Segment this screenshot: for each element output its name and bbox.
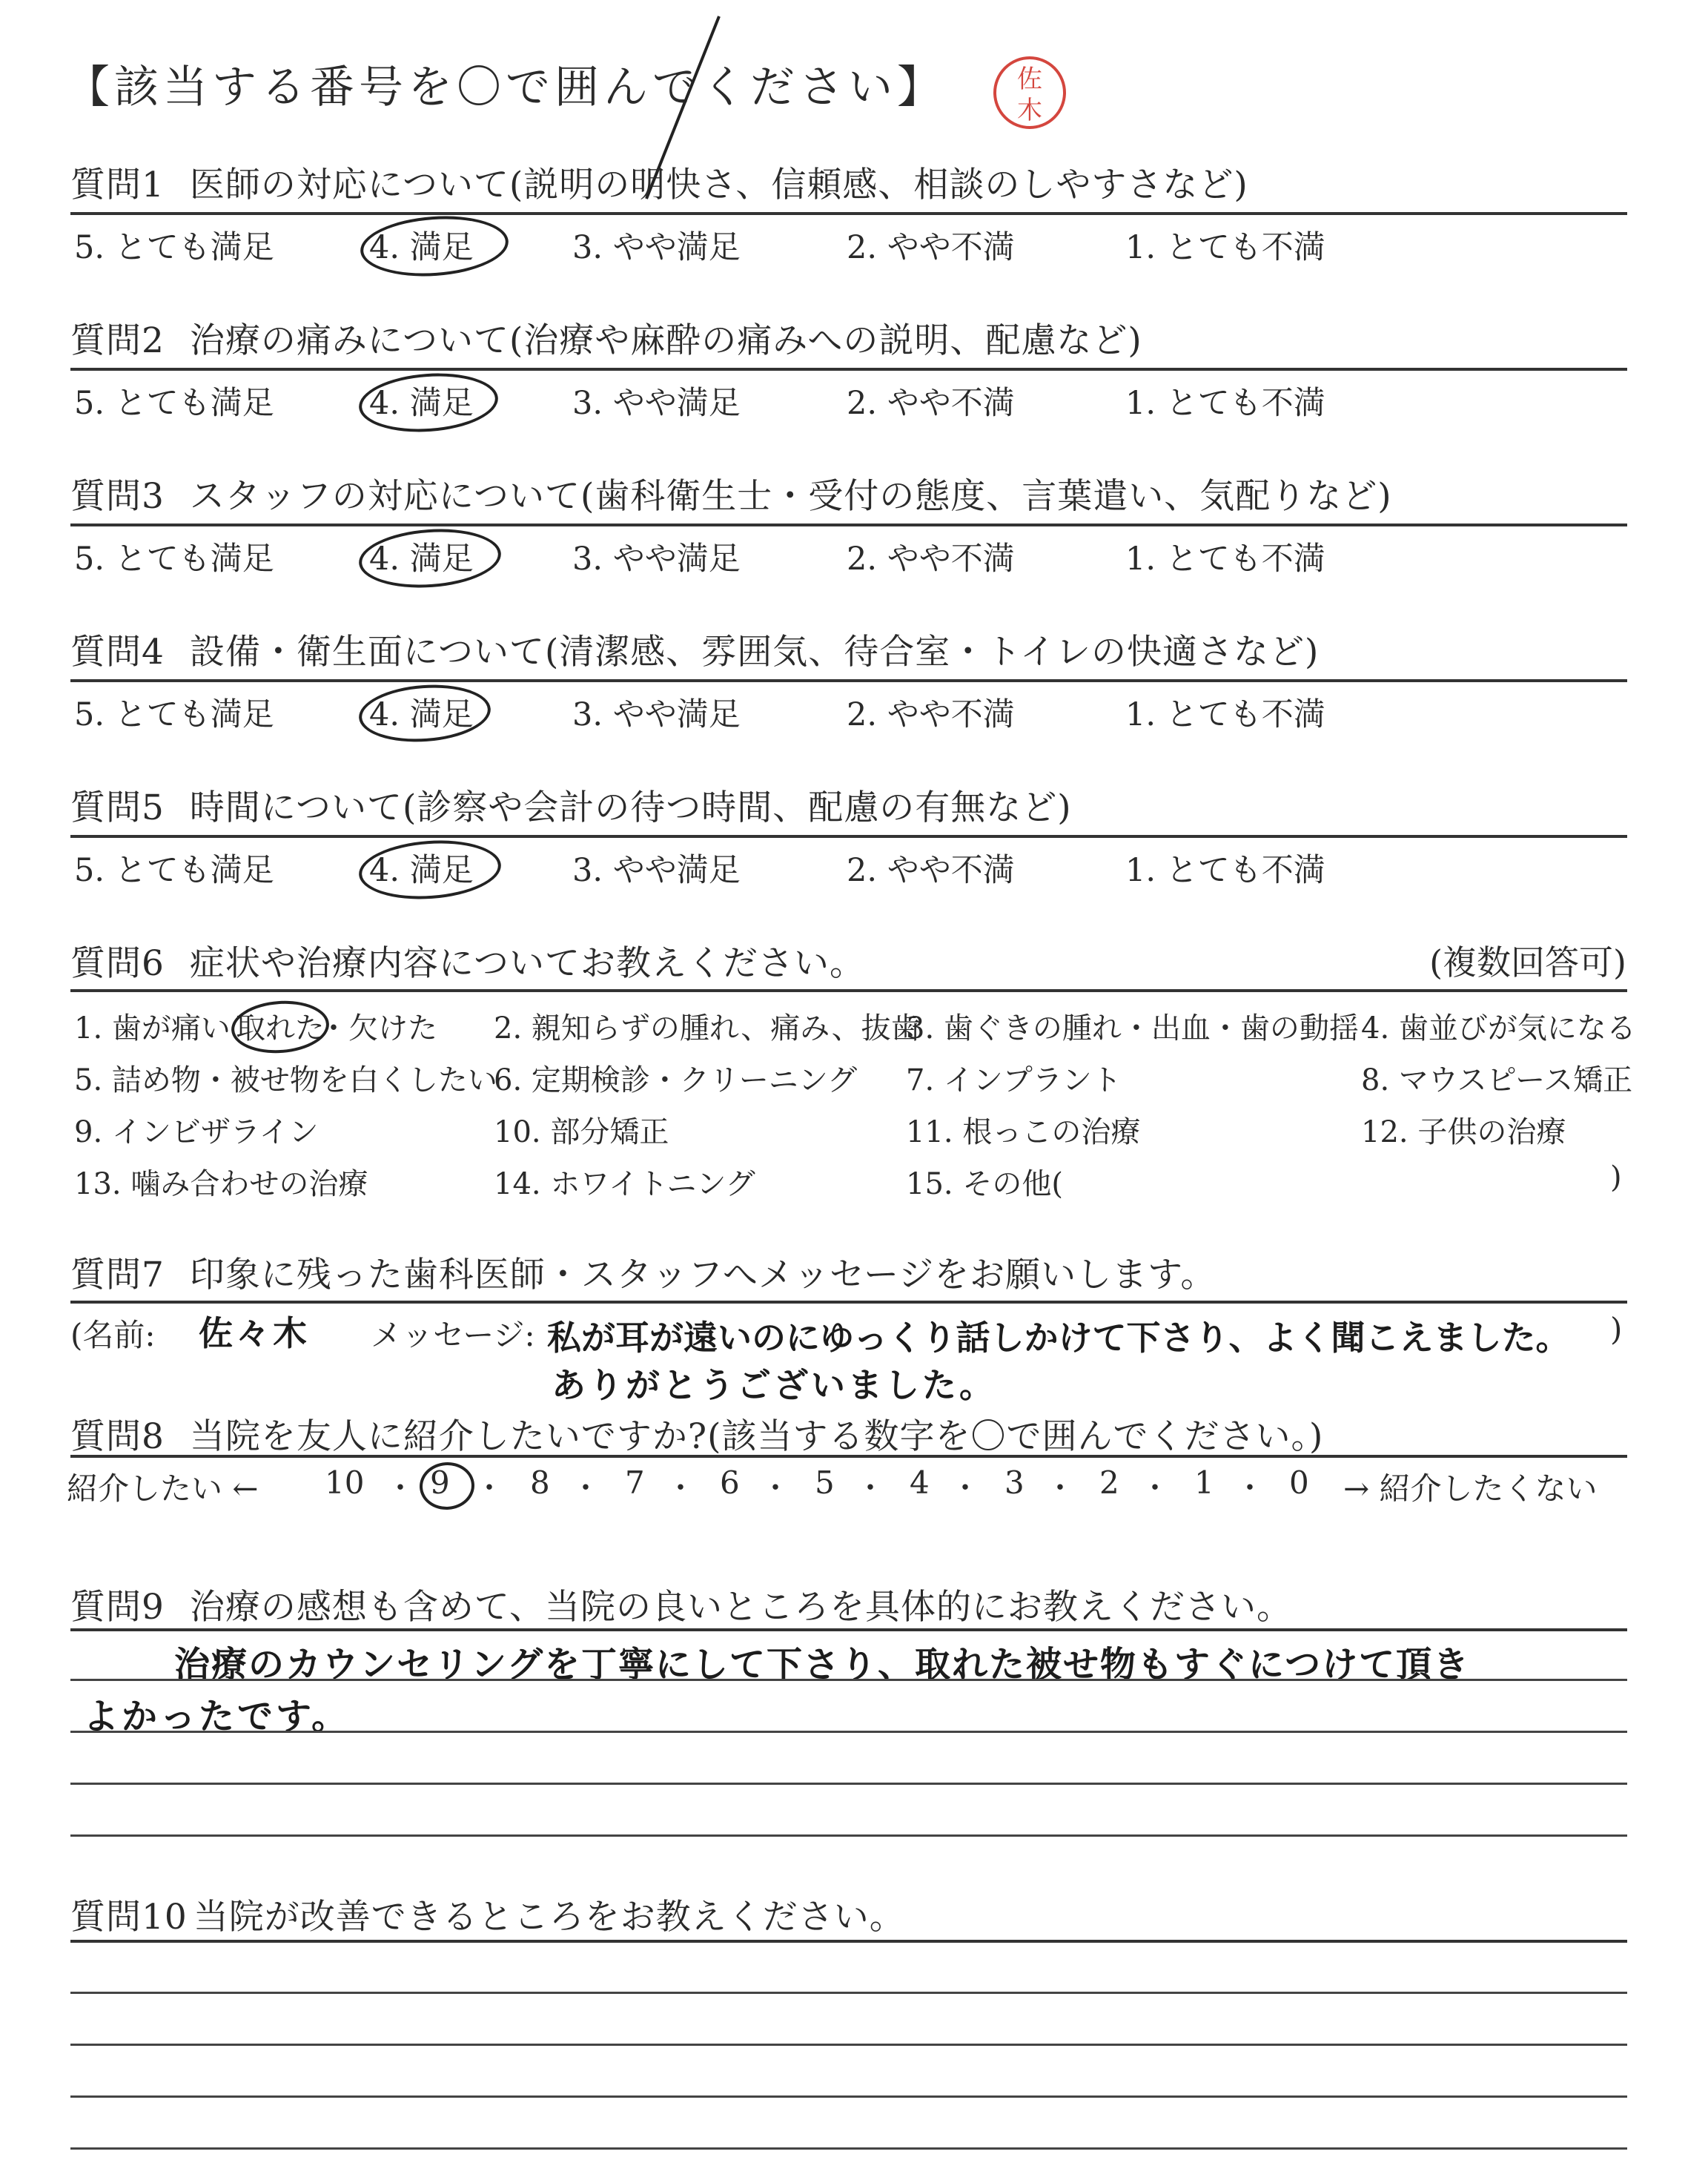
q3-option-5[interactable]: 5. とても満足	[74, 541, 274, 578]
q3-option-2[interactable]: 2. やや不満	[847, 541, 1015, 578]
q3-option-3[interactable]: 3. やや満足	[572, 541, 741, 578]
q6-option-2[interactable]: 2. 親知らずの腫れ、痛み、抜歯	[494, 1011, 921, 1046]
message-close-paren: )	[1610, 1311, 1623, 1347]
scale-dot: ・	[666, 1471, 695, 1505]
name-label: (名前:	[70, 1317, 156, 1353]
score-7[interactable]: 7	[625, 1464, 645, 1501]
question-4: 質問4 設備・衛生面について(清潔感、雰囲気、待合室・トイレの快適さなど)	[70, 632, 1320, 673]
q2-option-2[interactable]: 2. やや不満	[847, 385, 1015, 422]
score-6[interactable]: 6	[720, 1464, 740, 1501]
recommend-right-label: → 紹介したくない	[1343, 1470, 1598, 1507]
score-5[interactable]: 5	[815, 1464, 835, 1501]
answer-line	[70, 2044, 1627, 2046]
scale-dot: ・	[385, 1471, 415, 1505]
score-4[interactable]: 4	[910, 1464, 930, 1501]
question-1: 質問1 医師の対応について(説明の明快さ、信頼感、相談のしやすさなど)	[70, 165, 1248, 205]
scale-dot: ・	[855, 1471, 885, 1505]
question-6-rule	[70, 989, 1627, 992]
q6-option-7[interactable]: 7. インプラント	[906, 1063, 1122, 1097]
answer-line	[70, 1834, 1627, 1837]
q5-option-2[interactable]: 2. やや不満	[847, 852, 1015, 889]
scale-dot: ・	[1045, 1471, 1075, 1505]
question-3-rule	[70, 524, 1627, 526]
question-10: 質問10 当院が改善できるところをお教えください。	[70, 1897, 905, 1938]
score-8[interactable]: 8	[530, 1464, 550, 1501]
question-2: 質問2 治療の痛みについて(治療や麻酔の痛みへの説明、配慮など)	[70, 320, 1142, 361]
name-handwritten[interactable]: 佐々木	[199, 1313, 310, 1353]
q6-option-1[interactable]: 1. 歯が痛い	[74, 1011, 231, 1046]
question-4-rule	[70, 679, 1627, 682]
question-5: 質問5 時間について(診察や会計の待つ時間、配慮の有無など)	[70, 787, 1072, 828]
question-2-rule	[70, 368, 1627, 371]
recommend-left-label: 紹介したい ←	[67, 1470, 259, 1507]
form-header: 【該当する番号を〇で囲んでください】	[65, 62, 946, 113]
score-9[interactable]: 9	[430, 1464, 450, 1501]
scale-dot: ・	[1140, 1471, 1170, 1505]
q1-option-3[interactable]: 3. やや満足	[572, 229, 741, 266]
scale-dot: ・	[474, 1471, 504, 1505]
message-label: メッセージ:	[371, 1317, 535, 1353]
q6-option-4[interactable]: 4. 歯並びが気になる	[1361, 1011, 1636, 1046]
answer-line	[70, 1731, 1627, 1733]
q6-option-1-chipped[interactable]: ・欠けた	[319, 1011, 437, 1046]
q3-option-1[interactable]: 1. とても不満	[1125, 541, 1325, 578]
score-0[interactable]: 0	[1289, 1464, 1309, 1501]
q4-option-1[interactable]: 1. とても不満	[1125, 696, 1325, 733]
name-stamp-seal: 佐 木	[993, 56, 1066, 129]
q2-option-3[interactable]: 3. やや満足	[572, 385, 741, 422]
question-10-rule	[70, 1940, 1627, 1943]
q4-option-2[interactable]: 2. やや不満	[847, 696, 1015, 733]
answer-line	[70, 1992, 1627, 1994]
question-9: 質問9 治療の感想も含めて、当院の良いところを具体的にお教えください。	[70, 1587, 1292, 1628]
score-1[interactable]: 1	[1194, 1464, 1214, 1501]
q6-option-6[interactable]: 6. 定期検診・クリーニング	[494, 1063, 858, 1097]
question-1-rule	[70, 212, 1627, 215]
q4-option-3[interactable]: 3. やや満足	[572, 696, 741, 733]
q3-option-4[interactable]: 4. 満足	[369, 541, 474, 578]
question-7: 質問7 印象に残った歯科医師・スタッフへメッセージをお願いします。	[70, 1255, 1217, 1295]
q6-option-3[interactable]: 3. 歯ぐきの腫れ・出血・歯の動揺	[906, 1011, 1359, 1046]
question-8: 質問8 当院を友人に紹介したいですか?(該当する数字を〇で囲んでください。)	[70, 1416, 1324, 1457]
answer-handwritten-line-1[interactable]: 治療のカウンセリングを丁寧にして下さり、取れた被せ物もすぐにつけて頂き	[174, 1644, 1471, 1685]
question-5-rule	[70, 835, 1627, 838]
scale-dot: ・	[571, 1471, 600, 1505]
q1-option-1[interactable]: 1. とても不満	[1125, 229, 1325, 266]
answer-handwritten-line-2[interactable]: よかったです。	[83, 1696, 351, 1737]
score-2[interactable]: 2	[1099, 1464, 1119, 1501]
message-handwritten-line-1[interactable]: 私が耳が遠いのにゆっくり話しかけて下さり、よく聞こえました。	[547, 1318, 1570, 1358]
q5-option-3[interactable]: 3. やや満足	[572, 852, 741, 889]
q4-option-5[interactable]: 5. とても満足	[74, 696, 274, 733]
q6-option-15[interactable]: 15. その他(	[906, 1167, 1063, 1201]
answer-line	[70, 1783, 1627, 1785]
question-8-rule	[70, 1455, 1627, 1458]
q6-option-5[interactable]: 5. 詰め物・被せ物を白くしたい	[74, 1063, 497, 1097]
q1-option-4[interactable]: 4. 満足	[369, 229, 474, 266]
q1-option-2[interactable]: 2. やや不満	[847, 229, 1015, 266]
q1-option-5[interactable]: 5. とても満足	[74, 229, 274, 266]
q2-option-4[interactable]: 4. 満足	[369, 385, 474, 422]
q6-option-11[interactable]: 11. 根っこの治療	[906, 1115, 1141, 1149]
q2-option-1[interactable]: 1. とても不満	[1125, 385, 1325, 422]
q5-option-1[interactable]: 1. とても不満	[1125, 852, 1325, 889]
score-3[interactable]: 3	[1004, 1464, 1025, 1501]
q8-selection-circle	[418, 1460, 476, 1511]
q6-option-13[interactable]: 13. 噛み合わせの治療	[74, 1167, 368, 1201]
multiple-answers-note: (複数回答可)	[1429, 942, 1626, 982]
q6-option-9[interactable]: 9. インビザライン	[74, 1115, 319, 1149]
q5-option-4[interactable]: 4. 満足	[369, 852, 474, 889]
q6-option-12[interactable]: 12. 子供の治療	[1361, 1115, 1566, 1149]
q6-option-14[interactable]: 14. ホワイトニング	[494, 1167, 755, 1201]
q5-option-5[interactable]: 5. とても満足	[74, 852, 274, 889]
scale-dot: ・	[950, 1471, 980, 1505]
scale-dot: ・	[1235, 1471, 1265, 1505]
scale-dot: ・	[761, 1471, 790, 1505]
question-6: 質問6 症状や治療内容についてお教えください。	[70, 943, 865, 984]
q6-option-1-loose[interactable]: 取れた	[236, 1011, 325, 1046]
question-9-rule	[70, 1628, 1627, 1631]
q2-option-5[interactable]: 5. とても満足	[74, 385, 274, 422]
answer-line	[70, 2095, 1627, 2098]
question-3: 質問3 スタッフの対応について(歯科衛生士・受付の態度、言葉遣い、気配りなど)	[70, 476, 1392, 517]
q4-option-4[interactable]: 4. 満足	[369, 696, 474, 733]
message-handwritten-line-2[interactable]: ありがとうございました。	[552, 1365, 996, 1405]
answer-line	[70, 2147, 1627, 2150]
answer-line	[70, 1679, 1627, 1681]
q6-option-10[interactable]: 10. 部分矯正	[494, 1115, 669, 1149]
q6-option-15-close: )	[1610, 1160, 1622, 1195]
score-10[interactable]: 10	[325, 1464, 365, 1501]
question-7-rule	[70, 1301, 1627, 1304]
q6-option-8[interactable]: 8. マウスピース矯正	[1361, 1063, 1633, 1097]
